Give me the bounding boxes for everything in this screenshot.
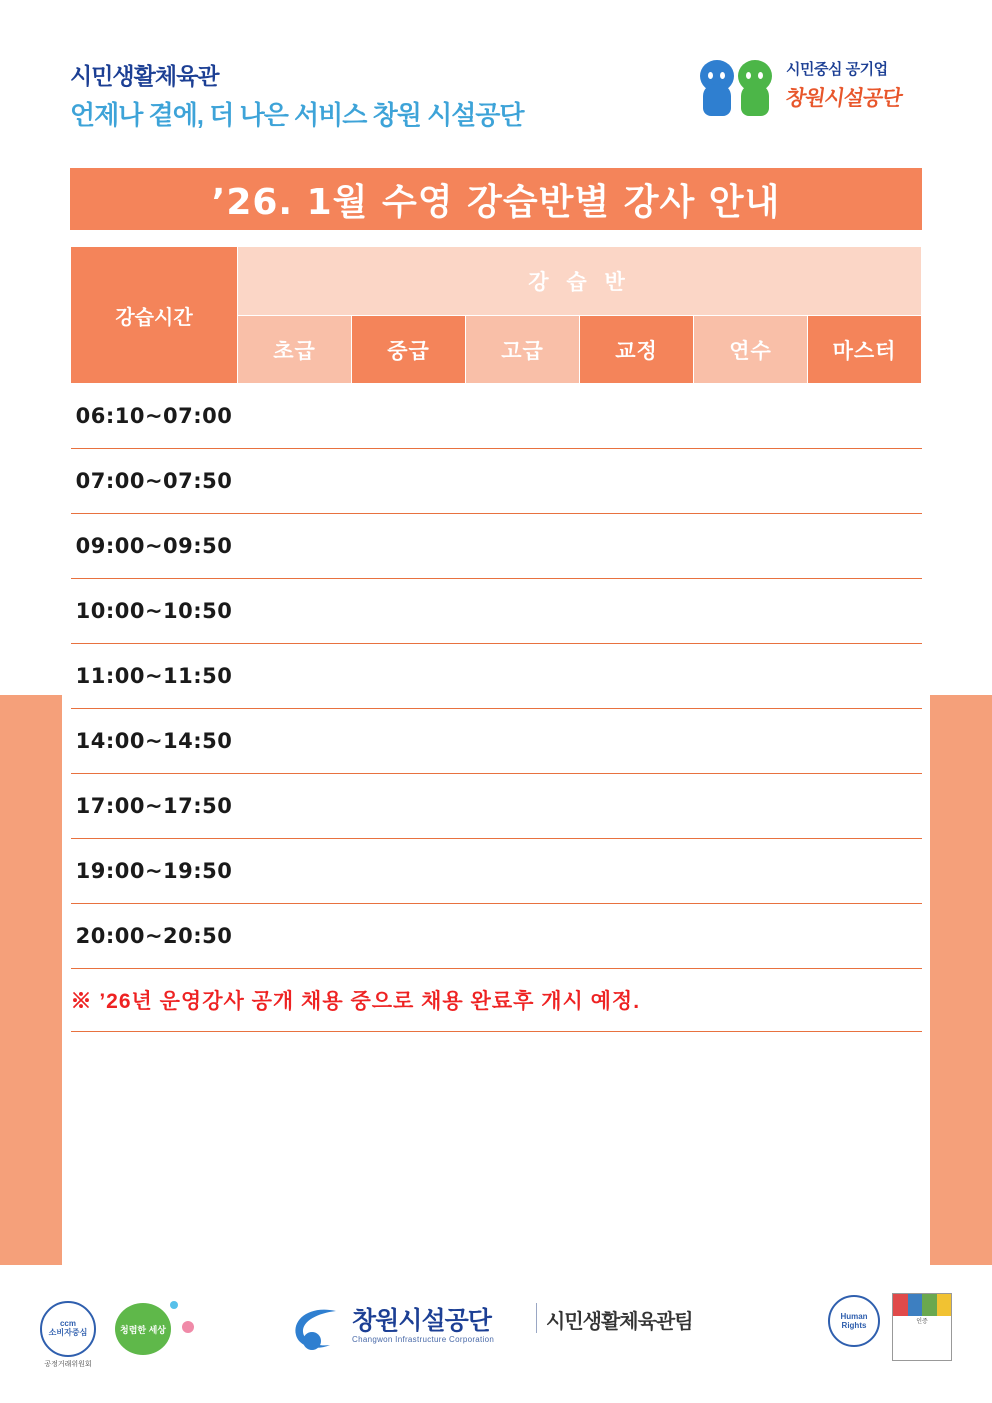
cell-7-4	[694, 839, 808, 904]
cell-4-4	[694, 644, 808, 709]
certification-label: 인증	[916, 1319, 928, 1325]
cell-8-2	[466, 904, 580, 969]
header-time: 강습시간	[71, 247, 238, 384]
certification-stripes-icon	[893, 1294, 951, 1316]
clean-world-icon: 청렴한 세상	[115, 1303, 171, 1355]
row-time-1: 07:00~07:50	[71, 449, 238, 514]
cell-2-5	[808, 514, 922, 579]
recruitment-note-text: ※ ’26년 운영강사 공개 채용 중으로 채용 완료후 개시 예정.	[70, 990, 641, 1013]
row-time-0: 06:10~07:00	[71, 384, 238, 449]
cell-4-2	[466, 644, 580, 709]
schedule-table	[70, 246, 922, 1142]
header-class-3: 교정	[580, 316, 694, 384]
page-title	[70, 168, 922, 230]
human-rights-badge	[826, 1295, 882, 1357]
blank-row	[71, 1032, 922, 1143]
cell-7-1	[352, 839, 466, 904]
cell-0-1	[352, 384, 466, 449]
header-class-2: 고급	[466, 316, 580, 384]
cell-0-3	[580, 384, 694, 449]
header-class-4: 연수	[694, 316, 808, 384]
table-row	[71, 709, 922, 774]
cell-7-0	[238, 839, 352, 904]
cell-3-1	[352, 579, 466, 644]
cell-3-0	[238, 579, 352, 644]
logo-wordmark: 창원시설공단	[784, 85, 904, 110]
table-row	[71, 384, 922, 449]
cell-0-5	[808, 384, 922, 449]
cell-5-1	[352, 709, 466, 774]
dot-decoration-2	[182, 1321, 194, 1333]
cell-5-3	[580, 709, 694, 774]
cell-6-2	[466, 774, 580, 839]
cell-2-1	[352, 514, 466, 579]
row-time-7: 19:00~19:50	[71, 839, 238, 904]
cell-5-5	[808, 709, 922, 774]
header-class-0: 초급	[238, 316, 352, 384]
mascot-pair-icon	[700, 54, 778, 120]
cell-6-1	[352, 774, 466, 839]
cell-0-2	[466, 384, 580, 449]
table-row	[71, 839, 922, 904]
row-time-2: 09:00~09:50	[71, 514, 238, 579]
table-header-row-1	[71, 247, 922, 316]
footer-logo-name: 창원시설공단	[352, 1306, 491, 1335]
cell-3-4	[694, 579, 808, 644]
cell-4-5	[808, 644, 922, 709]
cell-2-0	[238, 514, 352, 579]
cell-6-4	[694, 774, 808, 839]
cell-8-1	[352, 904, 466, 969]
footer-corporate-logo	[290, 1297, 710, 1363]
cell-5-0	[238, 709, 352, 774]
table-row	[71, 514, 922, 579]
cell-5-2	[466, 709, 580, 774]
cell-1-4	[694, 449, 808, 514]
corporate-logo	[700, 52, 930, 122]
cell-8-0	[238, 904, 352, 969]
org-slogan: 언제나 곁에, 더 나은 서비스 창원 시설공단	[70, 100, 524, 130]
footer-logo-name-en: Changwon Infrastructure Corporation	[352, 1335, 495, 1344]
table-row	[71, 644, 922, 709]
ccm-top: ccm	[59, 1319, 76, 1329]
row-time-3: 10:00~10:50	[71, 579, 238, 644]
cell-4-0	[238, 644, 352, 709]
header-class-group: 강 습 반	[238, 247, 922, 316]
cell-5-4	[694, 709, 808, 774]
recruitment-note	[71, 969, 922, 1032]
certification-badge	[892, 1293, 952, 1361]
cell-2-2	[466, 514, 580, 579]
cell-3-2	[466, 579, 580, 644]
cell-1-2	[466, 449, 580, 514]
clean-world-badge	[115, 1303, 171, 1355]
ccm-sub: 공정거래위원회	[44, 1361, 92, 1368]
row-time-8: 20:00~20:50	[71, 904, 238, 969]
table-row	[71, 904, 922, 969]
cell-7-2	[466, 839, 580, 904]
swoosh-icon	[290, 1305, 342, 1353]
table-row	[71, 449, 922, 514]
ccm-main: 소비자중심	[48, 1328, 88, 1337]
cell-1-5	[808, 449, 922, 514]
header-class-5: 마스터	[808, 316, 922, 384]
cell-8-4	[694, 904, 808, 969]
cell-6-3	[580, 774, 694, 839]
dot-decoration-1	[170, 1301, 178, 1309]
table-row	[71, 579, 922, 644]
cell-7-5	[808, 839, 922, 904]
header-class-1: 중급	[352, 316, 466, 384]
cell-2-3	[580, 514, 694, 579]
cell-7-3	[580, 839, 694, 904]
cell-1-0	[238, 449, 352, 514]
cell-8-5	[808, 904, 922, 969]
cell-0-0	[238, 384, 352, 449]
cell-8-3	[580, 904, 694, 969]
ccm-badge	[40, 1301, 96, 1369]
cell-4-3	[580, 644, 694, 709]
ccm-icon	[40, 1301, 96, 1357]
cell-3-5	[808, 579, 922, 644]
blank-area	[71, 1032, 922, 1143]
cell-6-0	[238, 774, 352, 839]
document-footer	[0, 1265, 992, 1403]
footer-divider	[536, 1303, 537, 1333]
cell-3-3	[580, 579, 694, 644]
cell-0-4	[694, 384, 808, 449]
row-time-6: 17:00~17:50	[71, 774, 238, 839]
note-row	[71, 969, 922, 1032]
human-rights-icon: Human Rights	[828, 1295, 880, 1347]
cell-2-4	[694, 514, 808, 579]
cell-1-3	[580, 449, 694, 514]
cell-6-5	[808, 774, 922, 839]
cell-1-1	[352, 449, 466, 514]
footer-team-name: 시민생활체육관팀	[546, 1311, 693, 1333]
row-time-4: 11:00~11:50	[71, 644, 238, 709]
table-row	[71, 774, 922, 839]
logo-tagline: 시민중심 공기업	[786, 61, 888, 78]
row-time-5: 14:00~14:50	[71, 709, 238, 774]
page-title-text: ’26. 1월 수영 강습반별 강사 안내	[211, 181, 781, 223]
cell-4-1	[352, 644, 466, 709]
document-header	[0, 0, 992, 140]
org-name: 시민생활체육관	[70, 63, 219, 89]
